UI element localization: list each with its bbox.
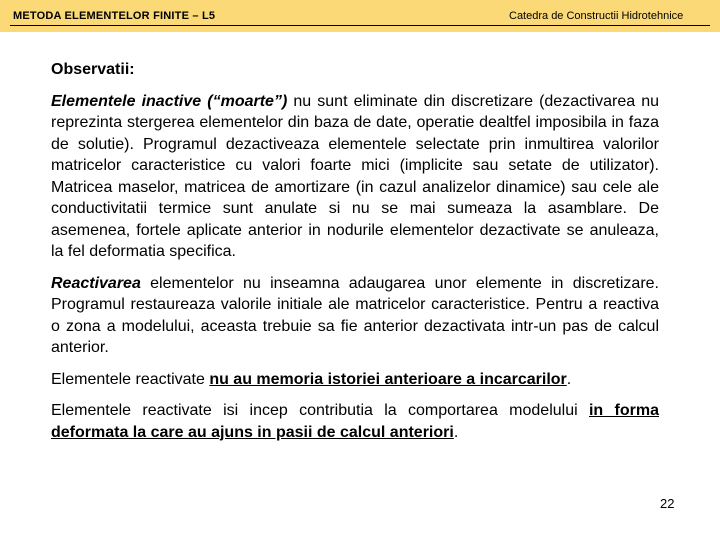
paragraph-no-memory-text: Elementele reactivate	[51, 370, 210, 388]
term-reactivation: Reactivarea	[51, 274, 141, 292]
paragraph-no-memory	[51, 369, 659, 391]
page-number: 22	[660, 496, 675, 511]
paragraph-no-memory-end: .	[566, 370, 572, 388]
paragraph-inactive-elements	[51, 91, 659, 263]
department-name: Catedra de Constructii Hidrotehnice	[509, 10, 684, 22]
header-bar	[0, 0, 720, 32]
paragraph-reactivation-text: elementelor nu inseamna adaugarea unor elemente in discretizare. Programul restaureaza valorile initiale ale matricelor caracteristice. Pentru a reactiva o zona a modelului, aceasta trebuie sa fie anterior dezactivata intr-un pas de calcul anterior.	[51, 274, 659, 356]
header-divider	[10, 25, 710, 26]
paragraph-deformed-shape	[51, 400, 659, 443]
no-memory-emphasis: nu au memoria istoriei anterioare a incarcarilor	[209, 370, 567, 388]
paragraph-reactivation	[51, 273, 659, 359]
deformed-shape-emphasis: in forma deformata la care au ajuns in pasii de calcul anteriori	[51, 402, 659, 441]
paragraph-deformed-text: Elementele reactivate isi incep contributia la comportarea modelului	[51, 402, 589, 419]
course-title: METODA ELEMENTELOR FINITE – L5	[13, 10, 216, 22]
paragraph-deformed-end: .	[453, 423, 459, 441]
slide-title: Observatii:	[51, 61, 135, 78]
term-inactive-elements: Elementele inactive (“moarte”)	[51, 92, 288, 110]
paragraph-inactive-text: nu sunt eliminate din discretizare (dezactivarea nu reprezinta stergerea elementelor din baza de date, operatie dealtfel imposibila in faza de solutie). Programul dezactiveaza elementele selectate prin inmultirea valorilor matricelor caracteristice cu valori foarte mici (implicite sau setate de utilizator). Matricea maselor, matricea de amortizare (in cazul analizelor dinamice) sau cele ale conductivitatii termice sunt anulate si nu se mai sumeaza la asamblare. De asemenea, fortele aplicate anterior in nodurile elementelor dezactivate se anuleaza, la fel deformatia specifica.	[51, 92, 660, 260]
slide-content	[51, 59, 659, 453]
